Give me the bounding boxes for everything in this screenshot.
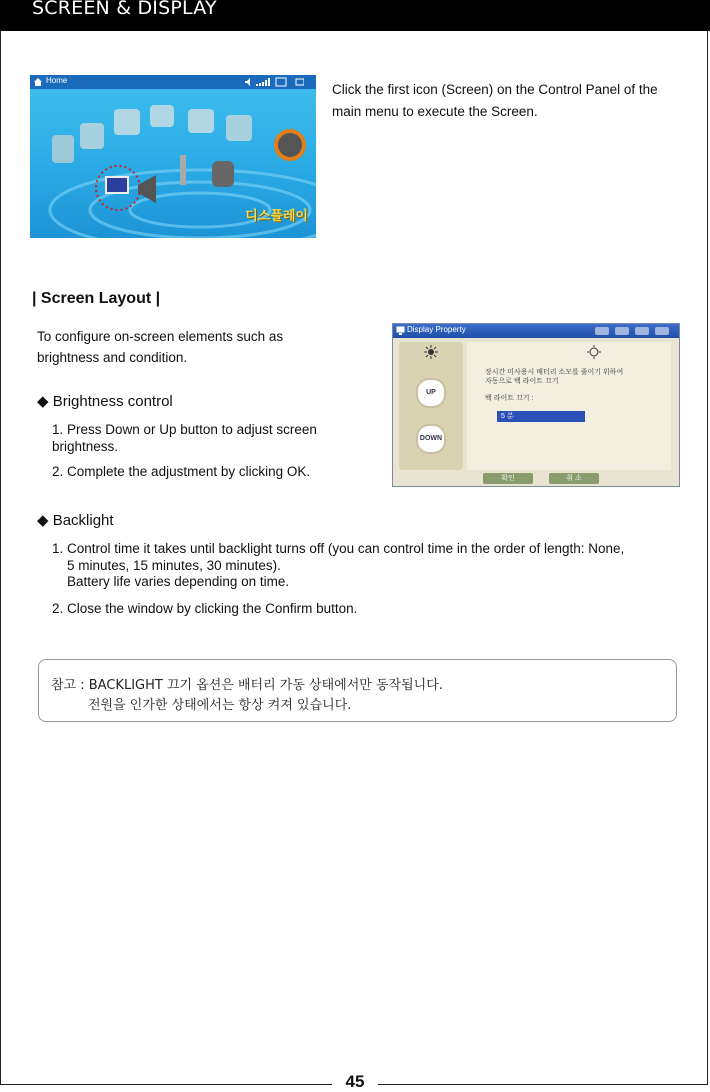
- dialog-ok-button[interactable]: 확인: [483, 473, 533, 484]
- dialog-option-label: 백 라이트 끄기 :: [485, 395, 534, 402]
- note-box: [38, 659, 677, 722]
- brightness-heading: ◆ Brightness control: [37, 393, 173, 410]
- backlight-select[interactable]: 5 분: [497, 411, 585, 422]
- display-property-screenshot: [392, 323, 680, 487]
- page-title: SCREEN & DISPLAY: [32, 0, 217, 19]
- up-button[interactable]: UP: [416, 378, 446, 408]
- brightness-step2: 2. Complete the adjustment by clicking OK.: [52, 464, 311, 479]
- backlight-step1-line1: Control time it takes until backlight turns off (you can control time in the order of length: None,: [67, 541, 625, 556]
- display-banner: 디스플레이: [245, 209, 308, 224]
- monitor-icon: [396, 326, 405, 335]
- home-bar-label: Home: [46, 76, 68, 85]
- window-controls: [595, 326, 675, 336]
- brightness-step1-line1: 1. Press Down or Up button to adjust screen: [52, 422, 317, 437]
- backlight-heading: ◆ Backlight: [37, 512, 114, 529]
- dialog-info-line2: 자동으로 백 라이트 끄기: [485, 378, 559, 385]
- page-number: 45: [345, 1072, 365, 1091]
- section-heading: | Screen Layout |: [32, 290, 161, 307]
- brightness-panel: [399, 342, 463, 470]
- backlight-panel: [467, 342, 671, 470]
- down-button[interactable]: DOWN: [416, 424, 446, 454]
- dialog-info-line1: 장시간 미사용시 배터리 소모를 줄이기 위하여: [485, 369, 624, 376]
- backlight-icon: [587, 345, 601, 359]
- home-screenshot: [30, 75, 316, 238]
- dialog-title: Display Property: [407, 325, 466, 334]
- note-line1: 참고 : BACKLIGHT 끄기 옵션은 배터리 가동 상태에서만 동작됩니다.: [51, 678, 443, 693]
- brightness-step1-line2: brightness.: [52, 439, 119, 454]
- page-number-wrap: [332, 1073, 378, 1091]
- backlight-step1-num: 1.: [52, 541, 64, 556]
- backlight-step2: 2. Close the window by clicking the Confirm button.: [52, 601, 358, 616]
- section-description: To configure on-screen elements such as brightness and condition.: [37, 329, 284, 365]
- dialog-title-bar: [393, 324, 679, 338]
- backlight-step1-line3: Battery life varies depending on time.: [67, 574, 290, 589]
- header-bar: [0, 0, 710, 31]
- backlight-step1-line2: 5 minutes, 15 minutes, 30 minutes).: [67, 558, 281, 573]
- intro-text: Click the first icon (Screen) on the Control Panel of the main menu to execute the Screen.: [332, 82, 658, 119]
- dialog-cancel-button[interactable]: 취 소: [549, 473, 599, 484]
- sun-icon: [424, 345, 438, 359]
- note-line2: 전원을 인가한 상태에서는 항상 켜져 있습니다.: [88, 698, 352, 713]
